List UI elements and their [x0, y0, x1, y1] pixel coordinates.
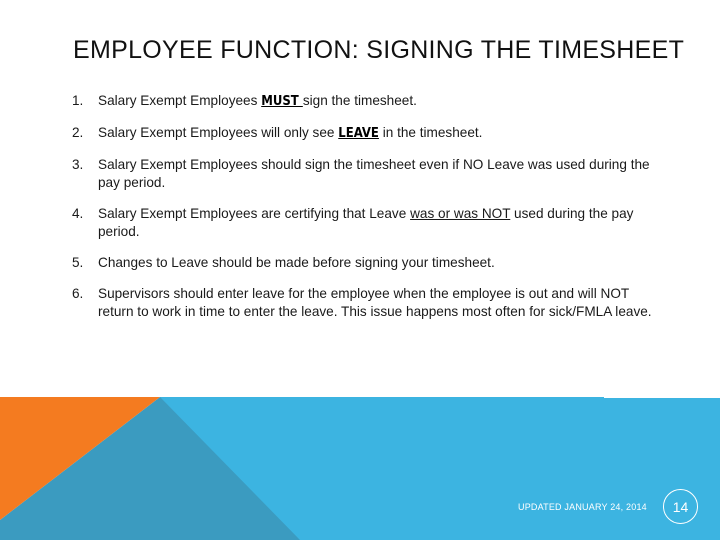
emphasis-must: MUST: [261, 94, 303, 109]
item-text: Salary Exempt Employees are certifying that Leave: [98, 206, 411, 221]
list-item: [72, 156, 652, 192]
item-text: Changes to Leave should be made before signing your timesheet.: [98, 255, 495, 270]
item-number: 3.: [72, 157, 84, 172]
slide-title: EMPLOYEE FUNCTION: SIGNING THE TIMESHEET: [73, 36, 685, 64]
underlined-phrase: was or was NOT: [410, 206, 511, 221]
emphasis-leave: LEAVE: [338, 126, 379, 141]
item-text: Salary Exempt Employees: [98, 93, 262, 108]
item-number: 4.: [72, 206, 84, 221]
item-text: Salary Exempt Employees should sign the timesheet even if NO Leave was used during the pay period.: [98, 157, 650, 190]
item-text: sign the timesheet.: [302, 93, 417, 108]
item-number: 5.: [72, 255, 84, 270]
list-item: [72, 285, 652, 321]
page-number: 14: [663, 489, 698, 524]
item-number: 2.: [72, 125, 84, 140]
item-number: 1.: [72, 93, 84, 108]
item-text: Supervisors should enter leave for the employee when the employee is out and will NOT return to work in time to enter the leave. This issue happens most often for sick/FMLA leave.: [98, 286, 652, 319]
item-text: in the timesheet.: [378, 125, 483, 140]
footer-date: UPDATED JANUARY 24, 2014: [518, 502, 647, 512]
list-item: [72, 254, 652, 272]
list-item: [72, 124, 652, 143]
item-text: used during the pay period.: [98, 206, 634, 239]
instruction-list: [72, 92, 652, 334]
item-text: Salary Exempt Employees will only see: [98, 125, 339, 140]
list-item: [72, 205, 652, 241]
list-item: [72, 92, 652, 111]
item-number: 6.: [72, 286, 84, 301]
